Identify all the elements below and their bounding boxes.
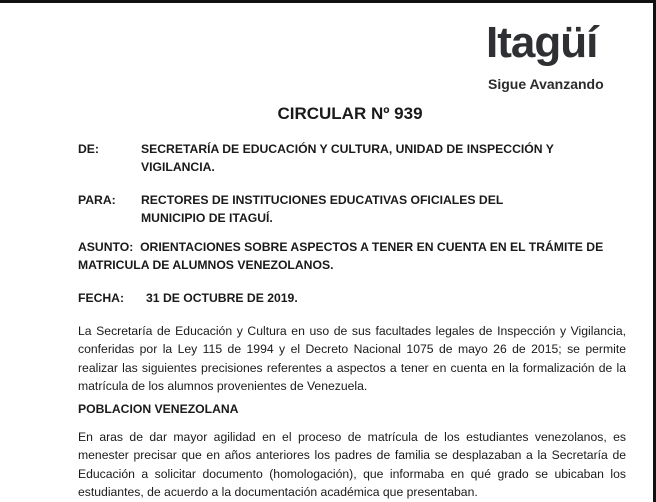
logo-tagline: Sigue Avanzando (488, 76, 604, 92)
fecha-label: FECHA: (78, 291, 125, 305)
para-label: PARA: (78, 193, 116, 207)
body-paragraph: En aras de dar mayor agilidad en el proceso de matrícula de los estudiantes venezolanos, es menester precisar que en años anteriores los padres de familia se desplazaban a la Secretaría de Educación a solicitar documento (homologación), que informaba en qué grado se ubicaban los estudiantes, de acuerdo a la documentación académica que presentaban. (78, 430, 626, 499)
para-value: RECTORES DE INSTITUCIONES EDUCATIVAS OFICIALES DEL MUNICIPIO DE ITAGUÍ. (141, 193, 504, 225)
logo-wordmark: Itagüí (486, 18, 598, 67)
de-value: SECRETARÍA DE EDUCACIÓN Y CULTURA, UNIDAD DE INSPECCIÓN Y VIGILANCIA. (141, 142, 554, 174)
intro-paragraph: La Secretaría de Educación y Cultura en uso de sus facultades legales de Inspección y Vigilancia, conferidas por la Ley 115 de 1994 y el Decreto Nacional 1075 de mayo 26 de 2015; se permite realizar las siguientes precisiones referentes a aspectos a tener en cuenta en la formalización de la matrícula de los alumnos provenientes de Venezuela. (78, 324, 626, 393)
asunto-value: ORIENTACIONES SOBRE ASPECTOS A TENER EN CUENTA EN EL TRÁMITE DE MATRICULA DE ALUMNOS VENEZOLANOS. (78, 240, 604, 272)
de-label: DE: (78, 142, 99, 156)
asunto-label-text: ASUNTO: (78, 240, 134, 254)
document-title: CIRCULAR Nº 939 (277, 104, 423, 123)
itagui-logo (476, 18, 626, 98)
section-heading: POBLACION VENEZOLANA (78, 402, 239, 416)
asunto-block (78, 238, 618, 274)
fecha-value: 31 DE OCTUBRE DE 2019. (146, 291, 298, 305)
top-border (0, 0, 656, 3)
